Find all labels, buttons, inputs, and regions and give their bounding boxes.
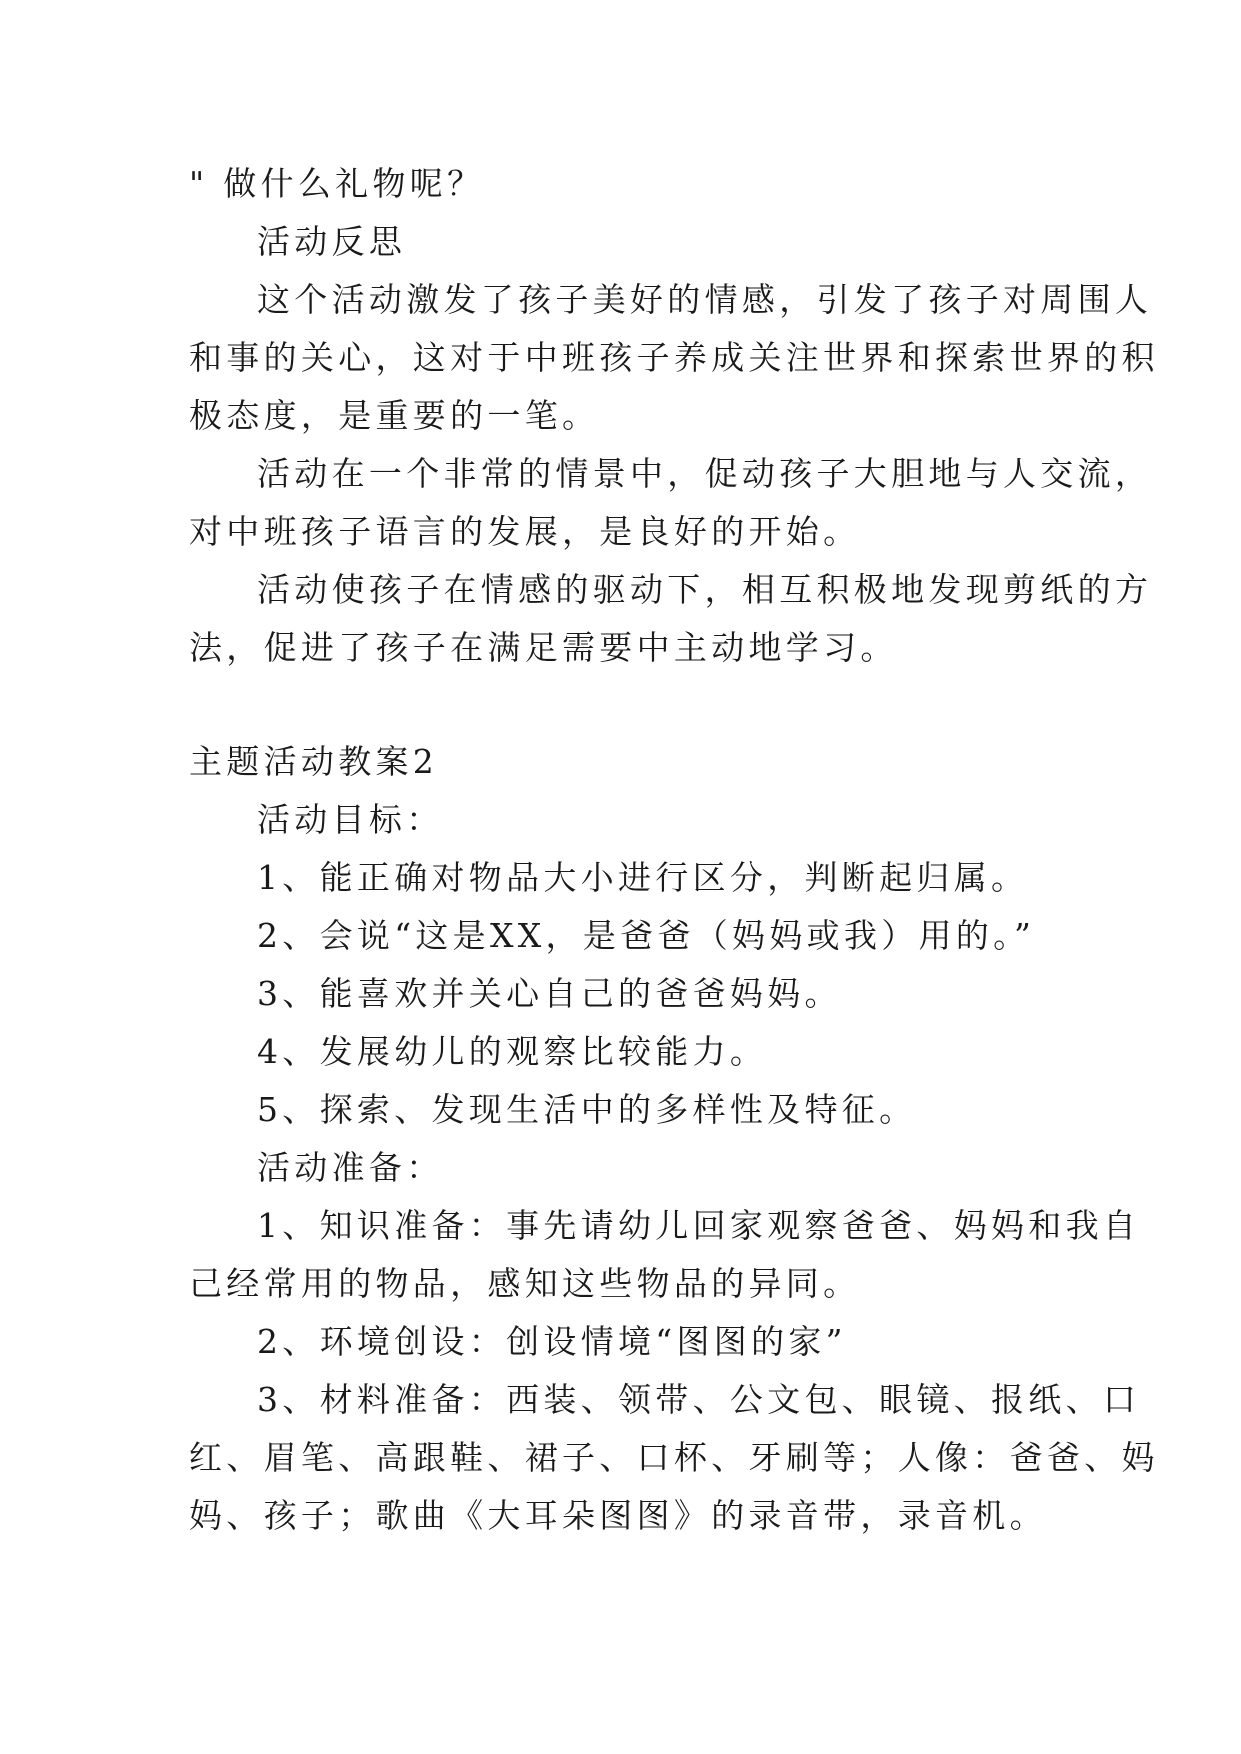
text-line: 4、发展幼儿的观察比较能力。: [257, 1032, 768, 1071]
text-line: 1、知识准备：事先请幼儿回家观察爸爸、妈妈和我自: [257, 1206, 1141, 1245]
text-line: 2、会说“这是XX，是爸爸（妈妈或我）用的。”: [257, 916, 1036, 955]
section-lesson-plan-2: [189, 733, 1159, 1545]
text-line: 和事的关心，这对于中班孩子养成关注世界和探索世界的积: [189, 338, 1159, 377]
text-line: 1、能正确对物品大小进行区分，判断起归属。: [257, 858, 1029, 897]
text-line: 活动反思: [257, 222, 407, 261]
text-line: 红、眉笔、高跟鞋、裙子、口杯、牙刷等；人像：爸爸、妈: [189, 1438, 1159, 1477]
document-body: [189, 155, 1159, 1545]
text-line: 妈、孩子；歌曲《大耳朵图图》的录音带，录音机。: [189, 1496, 1047, 1535]
text-line: 法，促进了孩子在满足需要中主动地学习。: [189, 628, 898, 667]
text-line: 3、材料准备：西装、领带、公文包、眼镜、报纸、口: [257, 1380, 1141, 1419]
text-line: 对中班孩子语言的发展，是良好的开始。: [189, 512, 861, 551]
text-line: 活动在一个非常的情景中，促动孩子大胆地与人交流，: [257, 454, 1153, 493]
text-line: 己经常用的物品，感知这些物品的异同。: [189, 1264, 861, 1303]
text-line: 5、探索、发现生活中的多样性及特征。: [257, 1090, 917, 1129]
text-line: 极态度，是重要的一笔。: [189, 396, 600, 435]
text-line: 这个活动激发了孩子美好的情感，引发了孩子对周围人: [257, 280, 1153, 319]
text-line: 2、环境创设：创设情境“图图的家”: [257, 1322, 847, 1361]
section-gap: [189, 677, 1069, 733]
section-heading: 主题活动教案2: [189, 742, 439, 781]
text-line: 活动目标：: [257, 800, 444, 839]
text-line: 活动准备：: [257, 1148, 444, 1187]
text-line: 3、能喜欢并关心自己的爸爸妈妈。: [257, 974, 842, 1013]
text-line: " 做什么礼物呢？: [189, 164, 485, 203]
section-reflection: [189, 155, 1159, 677]
text-line: 活动使孩子在情感的驱动下，相互积极地发现剪纸的方: [257, 570, 1153, 609]
